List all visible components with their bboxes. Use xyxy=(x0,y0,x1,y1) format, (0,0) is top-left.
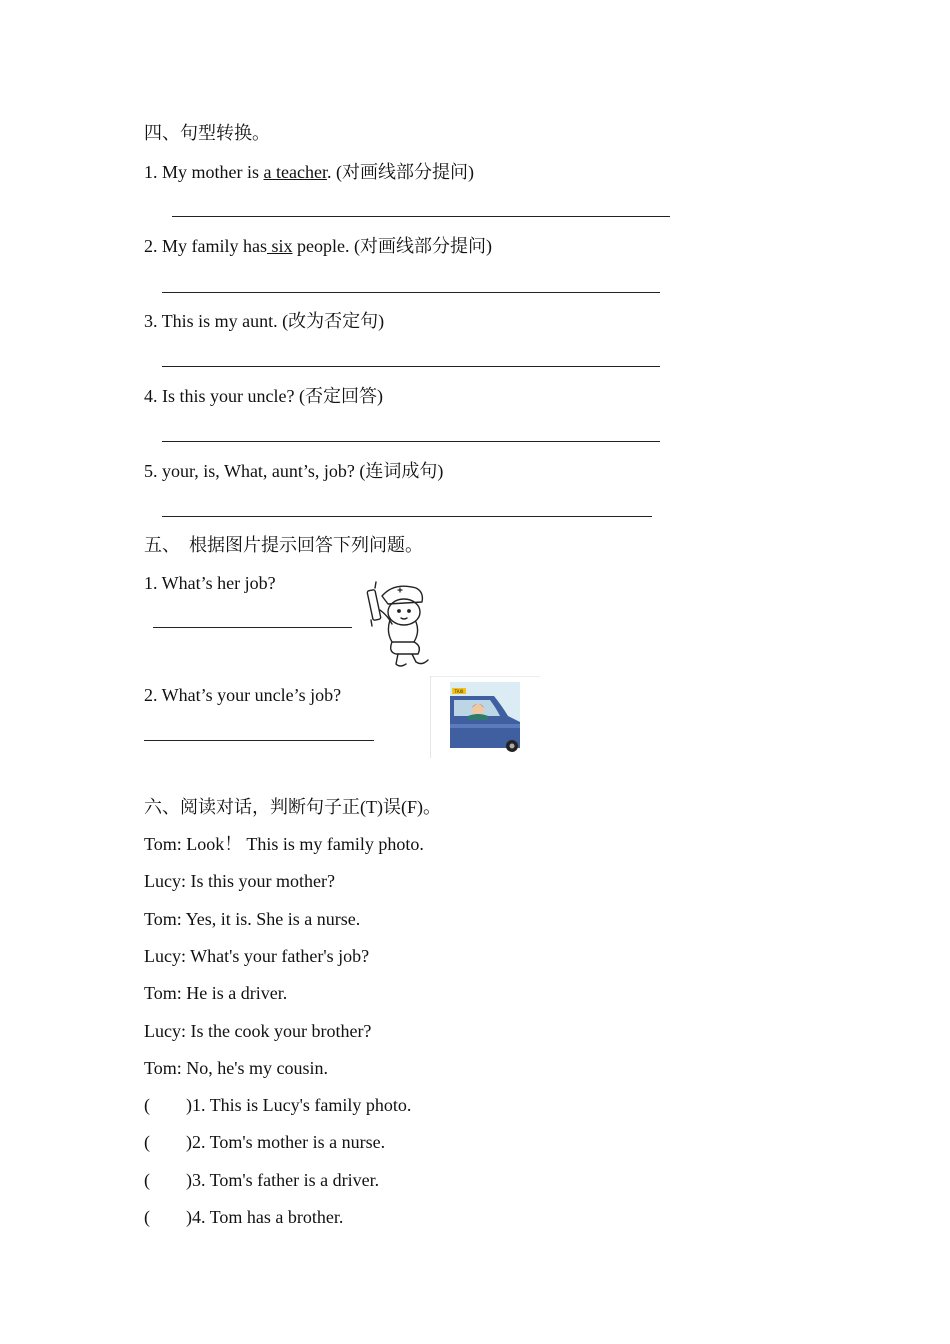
judgment-statement-3[interactable]: ( )3. Tom's father is a driver. xyxy=(144,1170,380,1190)
underlined-phrase: a teacher xyxy=(263,162,327,182)
judgment-statement-4[interactable]: ( )4. Tom has a brother. xyxy=(144,1207,344,1227)
dialogue-line-4: Lucy: What's your father's job? xyxy=(144,946,370,966)
answer-line-5[interactable] xyxy=(162,516,652,517)
dialogue-line-1: Tom: Look！ This is my family photo. xyxy=(144,834,424,854)
question-3: 3. This is my aunt. (改为否定句) xyxy=(144,311,385,331)
question-5: 5. your, is, What, aunt’s, job? (连词成句) xyxy=(144,461,444,481)
dialogue-line-7: Tom: No, he's my cousin. xyxy=(144,1058,328,1078)
section5-title: 五、 根据图片提示回答下列问题。 xyxy=(144,535,423,555)
dialogue-line-5: Tom: He is a driver. xyxy=(144,983,288,1003)
section4-title: 四、句型转换。 xyxy=(144,123,270,143)
taxi-sign-text: TAXI xyxy=(454,689,464,694)
answer-line-3[interactable] xyxy=(162,366,660,367)
dialogue-line-2: Lucy: Is this your mother? xyxy=(144,871,335,891)
dialogue-line-3: Tom: Yes, it is. She is a nurse. xyxy=(144,909,361,929)
picture-question-2: 2. What’s your uncle’s job? xyxy=(144,685,342,705)
taxi-driver-image xyxy=(430,676,540,758)
underlined-word: six xyxy=(267,236,293,256)
nurse-image xyxy=(362,580,434,670)
picture-question-1: 1. What’s her job? xyxy=(144,573,276,593)
judgment-statement-2[interactable]: ( )2. Tom's mother is a nurse. xyxy=(144,1132,386,1152)
picture-answer-line-2[interactable] xyxy=(144,740,374,741)
judgment-statement-1[interactable]: ( )1. This is Lucy's family photo. xyxy=(144,1095,412,1115)
picture-answer-line-1[interactable] xyxy=(153,627,352,628)
dialogue-line-6: Lucy: Is the cook your brother? xyxy=(144,1021,372,1041)
question-4: 4. Is this your uncle? (否定回答) xyxy=(144,386,383,406)
answer-line-4[interactable] xyxy=(162,441,660,442)
answer-line-2[interactable] xyxy=(162,292,660,293)
question-2: 2. My family has six people. (对画线部分提问) xyxy=(144,236,492,256)
section6-title: 六、阅读对话，判断句子正(T)误(F)。 xyxy=(144,797,441,817)
answer-line-1[interactable] xyxy=(172,216,670,217)
question-1: 1. My mother is a teacher. (对画线部分提问) xyxy=(144,162,474,182)
